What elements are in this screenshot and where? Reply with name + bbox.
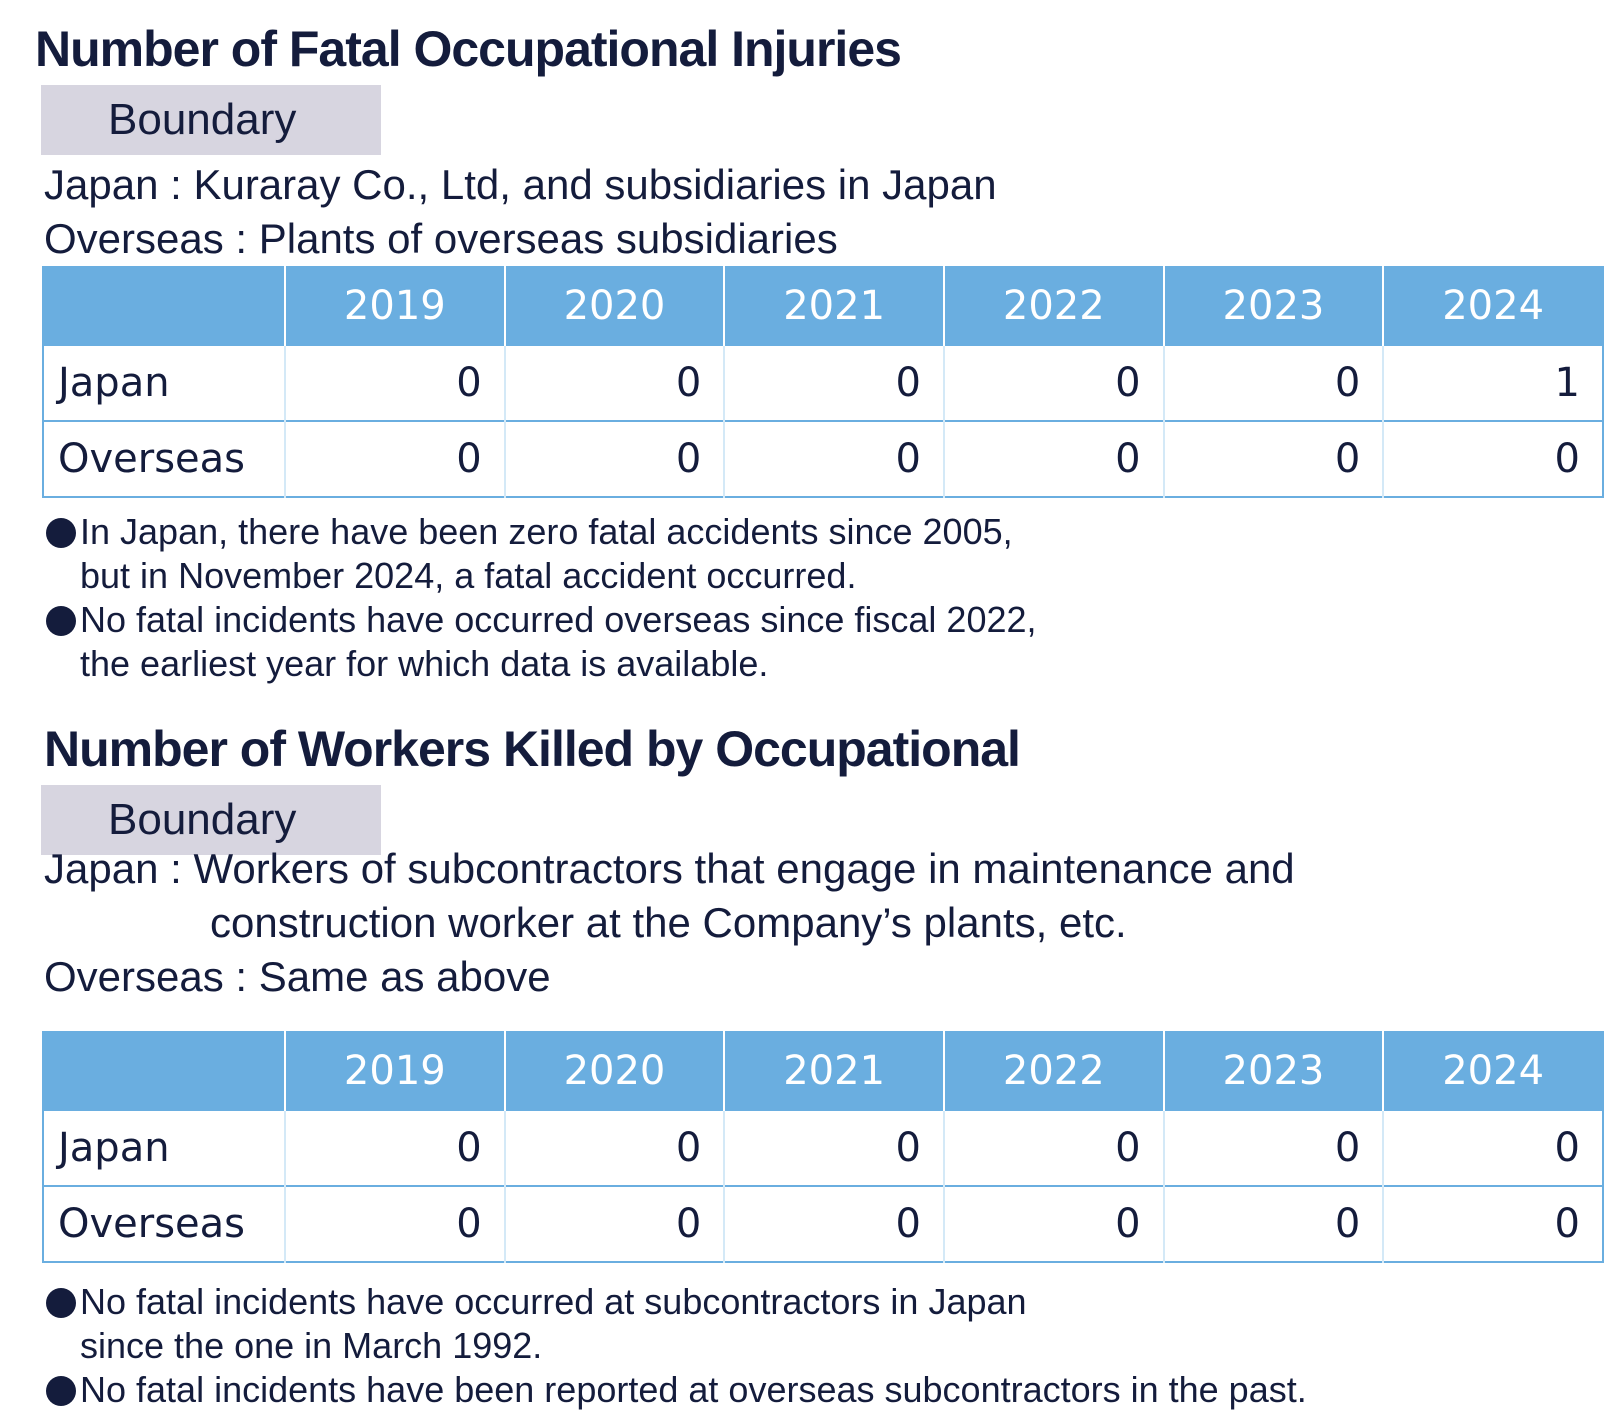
- table-cell: 0: [285, 1186, 505, 1262]
- table-row: [43, 421, 1603, 497]
- column-header: 2024: [1383, 267, 1603, 345]
- data-table: [42, 266, 1604, 498]
- note-line: since the one in March 1992.: [80, 1325, 543, 1366]
- scope-japan: [44, 842, 1295, 950]
- table-header-row: [43, 267, 1603, 345]
- bullet-icon: [46, 518, 76, 548]
- table-cell: 0: [285, 1110, 505, 1186]
- data-table: [42, 1031, 1604, 1263]
- notes-list: [46, 1280, 1307, 1412]
- row-label: Japan: [43, 1110, 285, 1186]
- row-label: Overseas: [43, 1186, 285, 1262]
- note-line: No fatal incidents have occurred overseas since fiscal 2022,: [80, 599, 1037, 640]
- column-header: 2023: [1164, 267, 1384, 345]
- table-cell: 1: [1383, 345, 1603, 421]
- column-header: 2021: [724, 267, 944, 345]
- scope-overseas-text: Plants of overseas subsidiaries: [258, 215, 838, 262]
- boundary-tag: Boundary: [41, 85, 381, 155]
- column-header: 2020: [505, 267, 725, 345]
- note-item: [46, 1280, 1307, 1368]
- section-title: Number of Fatal Occupational Injuries: [35, 21, 901, 77]
- table-cell: 0: [944, 345, 1164, 421]
- column-header: 2020: [505, 1032, 725, 1110]
- note-item: [46, 598, 1037, 686]
- scope-overseas-text: Same as above: [258, 953, 551, 1000]
- scope-overseas: [44, 950, 551, 1004]
- table-row: [43, 345, 1603, 421]
- note-line: the earliest year for which data is available.: [80, 643, 769, 684]
- scope-japan-label: Japan :: [44, 845, 194, 892]
- scope-overseas: [44, 212, 838, 266]
- table-cell: 0: [944, 1186, 1164, 1262]
- scope-overseas-label: Overseas :: [44, 953, 259, 1000]
- note-item: [46, 1368, 1307, 1412]
- scope-japan-text: Workers of subcontractors that engage in maintenance and: [193, 845, 1295, 892]
- column-header: [43, 1032, 285, 1110]
- scope-japan-text-continued: construction worker at the Company’s plants, etc.: [210, 899, 1127, 946]
- table-cell: 0: [505, 1186, 725, 1262]
- column-header: 2021: [724, 1032, 944, 1110]
- scope-japan-text: Kuraray Co., Ltd, and subsidiaries in Japan: [193, 161, 997, 208]
- bullet-icon: [46, 1288, 76, 1318]
- table-cell: 0: [1383, 1110, 1603, 1186]
- table-cell: 0: [505, 345, 725, 421]
- note-line: In Japan, there have been zero fatal accidents since 2005,: [80, 511, 1013, 552]
- column-header: 2019: [285, 1032, 505, 1110]
- row-label: Japan: [43, 345, 285, 421]
- boundary-tag: Boundary: [41, 785, 381, 855]
- scope-japan-label: Japan :: [44, 161, 194, 208]
- scope-overseas-label: Overseas :: [44, 215, 259, 262]
- table-cell: 0: [944, 421, 1164, 497]
- table-cell: 0: [724, 1186, 944, 1262]
- note-item: [46, 510, 1037, 598]
- table-cell: 0: [724, 1110, 944, 1186]
- column-header: 2022: [944, 1032, 1164, 1110]
- note-line: No fatal incidents have been reported at overseas subcontractors in the past.: [80, 1369, 1307, 1410]
- column-header: 2024: [1383, 1032, 1603, 1110]
- table-cell: 0: [1383, 421, 1603, 497]
- table-cell: 0: [285, 345, 505, 421]
- column-header: 2022: [944, 267, 1164, 345]
- note-line: No fatal incidents have occurred at subcontractors in Japan: [80, 1281, 1027, 1322]
- column-header: [43, 267, 285, 345]
- note-line: but in November 2024, a fatal accident occurred.: [80, 555, 857, 596]
- table-header-row: [43, 1032, 1603, 1110]
- table-cell: 0: [1164, 345, 1384, 421]
- section-title: Number of Workers Killed by Occupational: [44, 721, 1020, 777]
- notes-list: [46, 510, 1037, 686]
- table-row: [43, 1110, 1603, 1186]
- table-cell: 0: [505, 1110, 725, 1186]
- table-cell: 0: [1164, 421, 1384, 497]
- bullet-icon: [46, 1376, 76, 1406]
- table-cell: 0: [285, 421, 505, 497]
- table-cell: 0: [1164, 1110, 1384, 1186]
- table-cell: 0: [1164, 1186, 1384, 1262]
- column-header: 2023: [1164, 1032, 1384, 1110]
- table-cell: 0: [1383, 1186, 1603, 1262]
- column-header: 2019: [285, 267, 505, 345]
- table-cell: 0: [505, 421, 725, 497]
- scope-japan: [44, 158, 997, 212]
- table-cell: 0: [724, 345, 944, 421]
- row-label: Overseas: [43, 421, 285, 497]
- table-cell: 0: [724, 421, 944, 497]
- bullet-icon: [46, 606, 76, 636]
- table-row: [43, 1186, 1603, 1262]
- table-cell: 0: [944, 1110, 1164, 1186]
